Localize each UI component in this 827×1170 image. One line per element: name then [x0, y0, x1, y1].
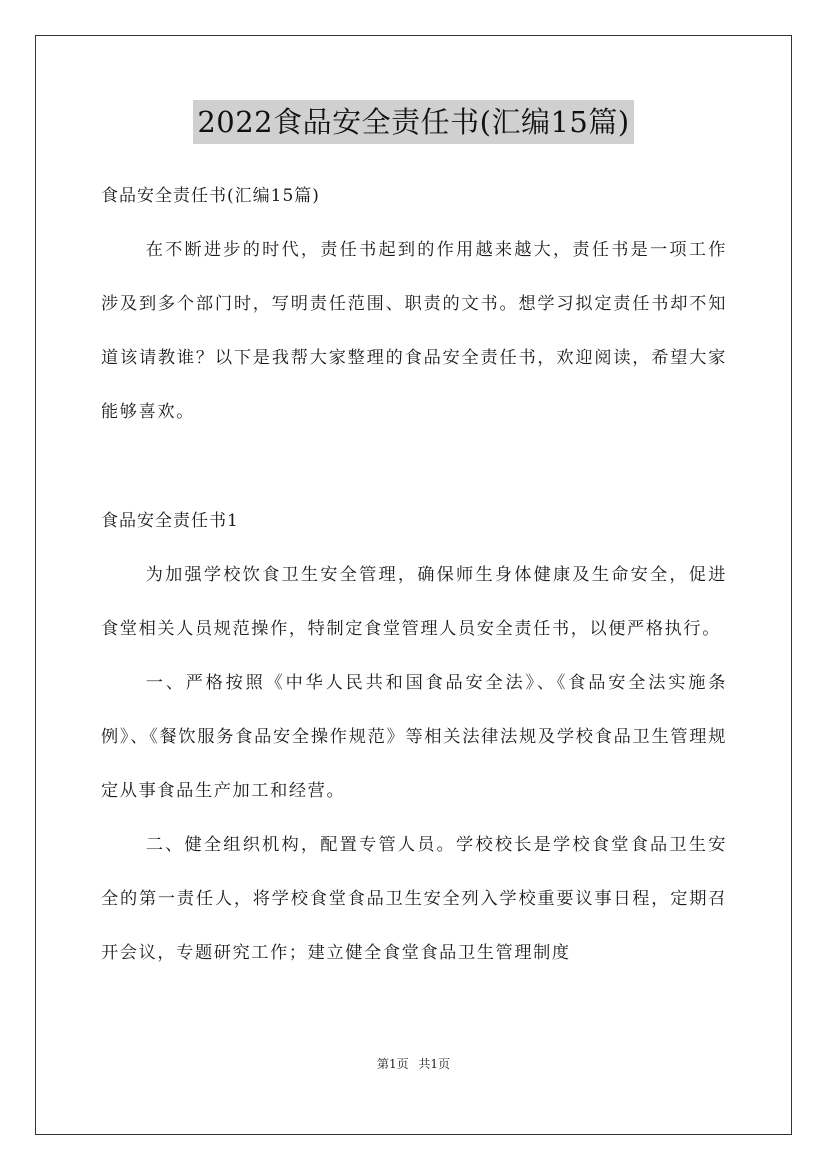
page-total: 共1页 — [418, 1057, 451, 1071]
intro-paragraph: 在不断进步的时代，责任书起到的作用越来越大，责任书是一项工作涉及到多个部门时，写明责任范围、职责的文书。想学习拟定责任书却不知道该请教谁？以下是我帮大家整理的食品安全责任书，欢迎阅读，希望大家能够喜欢。 — [101, 240, 727, 422]
document-title: 2022食品安全责任书(汇编15篇) — [193, 100, 633, 144]
document-body — [101, 170, 727, 980]
page-footer — [0, 1055, 827, 1072]
section1-paragraph-2: 一、严格按照《中华人民共和国食品安全法》、《食品安全法实施条例》、《餐饮服务食品安全操作规范》等相关法律法规及学校食品卫生管理规定从事食品生产加工和经营。 — [101, 673, 727, 801]
page-number: 第1页 — [376, 1057, 409, 1071]
section1-paragraph-3: 二、健全组织机构，配置专管人员。学校校长是学校食堂食品卫生安全的第一责任人，将学校食堂食品卫生安全列入学校重要议事日程，定期召开会议，专题研究工作；建立健全食堂食品卫生管理制度 — [101, 835, 727, 963]
section-spacer — [101, 439, 727, 495]
title-container — [0, 100, 827, 144]
section1-paragraph-1: 为加强学校饮食卫生安全管理，确保师生身体健康及生命安全，促进食堂相关人员规范操作，特制定食堂管理人员安全责任书，以便严格执行。 — [101, 565, 727, 639]
document-subtitle: 食品安全责任书(汇编15篇) — [101, 186, 320, 206]
section-heading-1: 食品安全责任书1 — [101, 511, 239, 531]
